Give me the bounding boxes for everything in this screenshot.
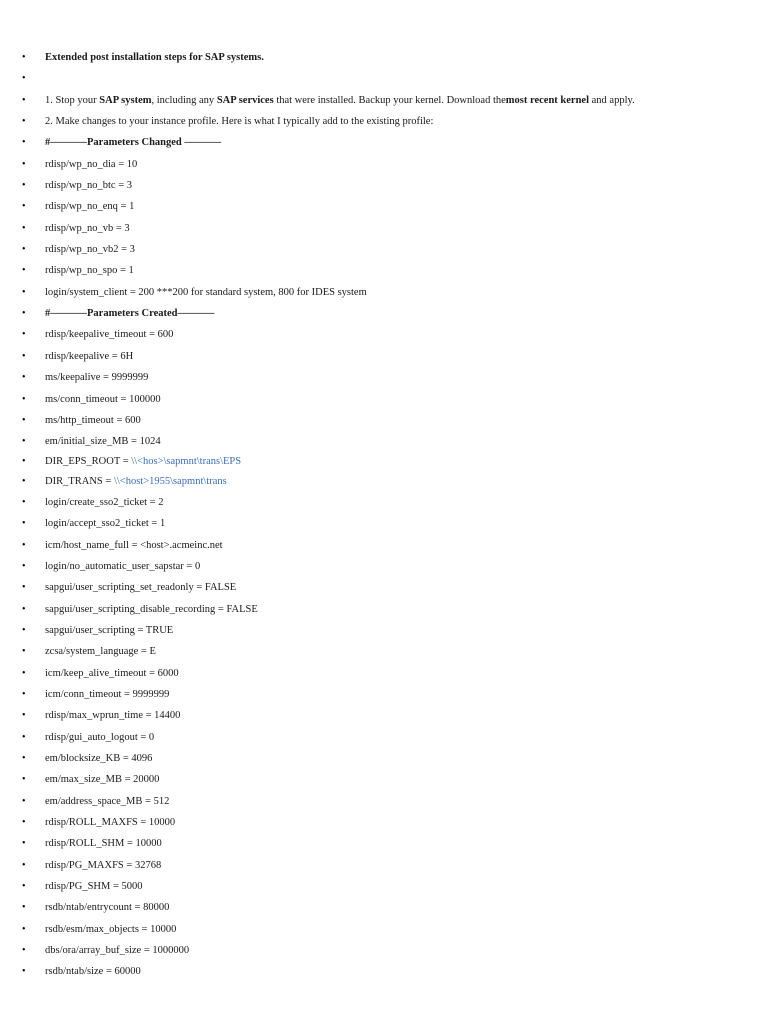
param-text: rsdb/ntab/size = 60000 [45,966,141,978]
bullet-icon: • [22,838,26,850]
param-text: em/initial_size_MB = 1024 [45,436,161,448]
param-item [0,620,768,641]
param-text: rdisp/wp_no_btc = 3 [45,180,132,192]
param-text: login/no_automatic_user_sapstar = 0 [45,560,201,572]
param-text: icm/conn_timeout = 9999999 [45,688,170,700]
param-text: em/address_space_MB = 512 [45,795,170,807]
bullet-icon: • [22,94,26,106]
bullet-icon: • [22,731,26,743]
param-text: ms/conn_timeout = 100000 [45,393,161,405]
param-item [0,282,768,303]
bullet-icon: • [22,265,26,277]
list-item-changed-heading [0,132,768,153]
step1-bold-sap-system: SAP system [99,94,152,106]
param-text: rdisp/wp_no_dia = 10 [45,158,138,170]
bullet-icon: • [22,539,26,551]
bullet-icon: • [22,603,26,615]
param-item [0,556,768,577]
param-item [0,196,768,217]
param-text: sapgui/user_scripting_disable_recording = FALSE [45,603,258,615]
param-item [0,175,768,196]
bullet-icon: • [22,667,26,679]
list-item-empty [0,68,768,89]
param-text: login/system_client = 200 ***200 for standard system, 800 for IDES system [45,286,367,298]
dir-trans-link[interactable]: \\<host>1955\sapmnt\trans [113,475,227,487]
param-item [0,239,768,260]
bullet-icon: • [22,158,26,170]
param-item [0,791,768,812]
param-item [0,535,768,556]
param-text: zcsa/system_language = E [45,646,156,658]
bullet-icon: • [22,582,26,594]
param-item [0,919,768,940]
param-text: rdisp/keepalive = 6H [45,350,134,362]
param-item [0,961,768,982]
bullet-icon: • [22,116,26,128]
param-item [0,684,768,705]
bullet-icon: • [22,624,26,636]
param-item [0,663,768,684]
parameters-created-heading: #———–Parameters Created———– [45,308,215,320]
param-text: icm/host_name_full = <host>.acmeinc.net [45,539,223,551]
param-text: rsdb/esm/max_objects = 10000 [45,923,177,935]
bullet-icon: • [22,859,26,871]
bullet-icon: • [22,475,26,487]
bullet-icon: • [22,137,26,149]
param-text: rdisp/gui_auto_logout = 0 [45,731,155,743]
bullet-icon: • [22,244,26,256]
param-item [0,641,768,662]
intro-heading: Extended post installation steps for SAP systems. [45,52,264,63]
param-item [0,876,768,897]
param-item [0,727,768,748]
step1-bold-sap-services: SAP services [216,94,274,106]
bullet-icon: • [22,710,26,722]
bullet-icon: • [22,923,26,935]
bullet-icon: • [22,774,26,786]
bullet-icon: • [22,436,26,448]
param-text: rdisp/keepalive_timeout = 600 [45,329,174,341]
bullet-icon: • [22,308,26,320]
step1-text-4: and apply. [589,94,635,106]
param-text: login/create_sso2_ticket = 2 [45,496,164,508]
param-item [0,513,768,534]
param-item [0,769,768,790]
param-item [0,389,768,410]
bullet-icon: • [22,817,26,829]
bullet-icon: • [22,902,26,914]
param-item [0,218,768,239]
param-item [0,897,768,918]
step2-text: 2. Make changes to your instance profile. Here is what I typically add to the existing profile: [45,116,434,128]
step1-text-1: 1. Stop your [45,94,100,106]
param-item [0,367,768,388]
param-text: rdisp/ROLL_MAXFS = 10000 [45,817,176,829]
bullet-icon: • [22,222,26,234]
param-text: em/blocksize_KB = 4096 [45,753,153,764]
param-item [0,748,768,769]
bullet-icon: • [22,945,26,957]
dir-eps-link[interactable]: \\<hos>\sapmnt\trans\EPS [131,455,242,467]
param-text: dbs/ora/array_buf_size = 1000000 [45,945,190,957]
param-text: rdisp/PG_SHM = 5000 [45,881,143,893]
bullet-icon: • [22,518,26,530]
param-item [0,346,768,367]
bullet-icon: • [22,329,26,341]
bullet-icon: • [22,560,26,572]
param-item [0,812,768,833]
param-text: ms/keepalive = 9999999 [45,372,149,384]
bullet-icon: • [22,180,26,192]
param-text: sapgui/user_scripting = TRUE [45,624,174,636]
bullet-icon: • [22,414,26,426]
param-item [0,324,768,345]
step1-bold-kernel: most recent kernel [505,94,589,106]
step1-text-3: that were installed. Backup your kernel. Download the [273,94,506,106]
param-item [0,410,768,431]
param-text: rdisp/wp_no_vb = 3 [45,222,130,234]
param-text: sapgui/user_scripting_set_readonly = FALSE [45,582,237,594]
param-item [0,833,768,854]
bullet-icon: • [22,393,26,405]
bullet-icon: • [22,881,26,893]
list-item [0,47,768,68]
steps-list [0,47,768,983]
bullet-icon: • [22,350,26,362]
param-text: rdisp/max_wprun_time = 14400 [45,710,181,722]
list-item-created-heading [0,303,768,324]
param-text: em/max_size_MB = 20000 [45,774,160,786]
param-text: login/accept_sso2_ticket = 1 [45,518,166,530]
param-item [0,599,768,620]
bullet-icon: • [22,688,26,700]
param-text: rdisp/PG_MAXFS = 32768 [45,859,162,871]
param-text: icm/keep_alive_timeout = 6000 [45,667,179,679]
param-item [0,577,768,598]
bullet-icon: • [22,201,26,213]
param-item [0,260,768,281]
param-text: rdisp/wp_no_spo = 1 [45,265,134,277]
dir-trans-label: DIR_TRANS = [45,475,114,487]
param-item-dir-trans [0,471,768,492]
bullet-icon: • [22,966,26,978]
param-item [0,855,768,876]
bullet-icon: • [22,646,26,658]
dir-eps-label: DIR_EPS_ROOT = [45,455,132,467]
param-item [0,431,768,452]
param-item [0,154,768,175]
param-item [0,705,768,726]
bullet-icon: • [22,52,26,63]
bullet-icon: • [22,753,26,764]
param-item [0,940,768,961]
bullet-icon: • [22,73,26,85]
list-item-step2 [0,111,768,132]
param-text: rdisp/wp_no_vb2 = 3 [45,244,135,256]
bullet-icon: • [22,455,26,467]
bullet-icon: • [22,496,26,508]
parameters-changed-heading: #———–Parameters Changed ———– [45,137,222,149]
param-text: rsdb/ntab/entrycount = 80000 [45,902,170,914]
param-text: rdisp/ROLL_SHM = 10000 [45,838,162,850]
param-text: rdisp/wp_no_enq = 1 [45,201,135,213]
list-item-step1 [0,90,768,111]
bullet-icon: • [22,795,26,807]
param-item-dir-eps [0,453,768,471]
param-item [0,492,768,513]
step1-text-2: , including any [151,94,217,106]
param-text: ms/http_timeout = 600 [45,414,141,426]
bullet-icon: • [22,372,26,384]
bullet-icon: • [22,286,26,298]
